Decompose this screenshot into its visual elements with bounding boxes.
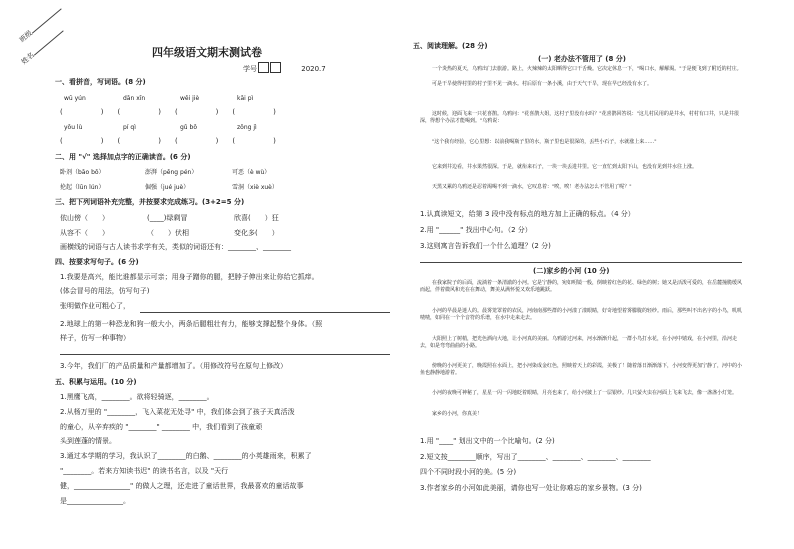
question: 张明做作业可粗心了， [60, 302, 130, 310]
fill-word[interactable]: 依山傍（ ） [60, 214, 109, 222]
passage-paragraph: "这个我有经验，它心里想：以前我喝瓶子里的水，瓶子里也是很深的，丢些小石子，水就涨上来……" [432, 139, 657, 145]
question: 的童心，从辛弃疾的 "________" ________ 中，我们看到了孩童顽 [60, 423, 263, 431]
section-6-heading: 五、阅读理解。(28 分) [413, 42, 488, 50]
answer-blanks[interactable]: ( ) ( ) ( ) ( ) [60, 108, 276, 116]
question: 1.用 "____" 划出文中的一个比喻句。(2 分) [420, 437, 555, 445]
question: 2.用 "______" 找出中心句。（2 分） [420, 226, 532, 234]
fill-word[interactable]: 欣喜( ）狂 [234, 214, 279, 222]
fill-word[interactable]: （ ）伏相 [147, 229, 189, 237]
passage-2-title: (二)家乡的小河 (10 分) [533, 267, 610, 275]
choice[interactable]: 可恶（è wù） [232, 169, 271, 176]
section-5-heading: 五、积累与运用。(10 分) [55, 378, 137, 386]
question: 1.认真读短文，给第 3 段中没有标点的地方加上正确的标点。（4 分） [420, 210, 635, 218]
passage-paragraph: 在我家院子的后面，流淌着一条清澈的小河。它是宁静的，宛如明镜一般，倒映着红色的花、绿色的树；她又是活泼可爱的，在岳麓撞脆缓风而起，伴着微风和光在在舞动，舞美从满怀悦又欢乐地跳跃。 [420, 280, 743, 293]
pinyin: wěi jiè [180, 95, 200, 102]
student-id: 学号 2020.7 [243, 62, 326, 74]
passage-paragraph: 家乡的小河，你真美！ [432, 411, 483, 417]
question: 四个不同时段小河的美。(5 分) [420, 468, 517, 476]
question: 3.作者家乡的小河如此美丽，请你也写一处让你难忘的家乡景物。(3 分) [420, 484, 642, 492]
passage-paragraph: 大阳照上了树梢，把光色洒向大地，让小河真的美丽。乌鸦游过河来，河水渐渐升起，一群小鸟打水花，在小河中嬉戏，在小河里，沿河走去，如是弯弯曲曲的小路。 [420, 336, 738, 349]
question: (体会冒号的用法，仿写句子) [60, 287, 150, 295]
choice[interactable]: 澎湃（pēng pén） [145, 169, 198, 176]
question: 3.通过本学期的学习，我认识了________的白鹅、________的小英雄雨来，积累了 [60, 452, 312, 460]
choice[interactable]: 卧剂（bāo bō） [60, 169, 105, 176]
pinyin: wū yún [64, 95, 86, 102]
passage-1-title: (一) 老办法不管用了 (8 分) [538, 55, 626, 63]
pinyin: kāi pì [237, 95, 254, 102]
fill-word[interactable]: 变化多( ） [234, 229, 279, 237]
passage-paragraph: 可是干旱使得村里的村子里不见一滴水。村后原有一条小溪，由于天气干旱，现在早已经没有水了。 [432, 81, 653, 87]
question: 1.黑鹰飞高，________。欲将轻骑逐，________。 [60, 393, 214, 401]
choice[interactable]: 抡起（lūn lún） [60, 184, 105, 191]
choice[interactable]: 雪洞（xiè xuè） [232, 184, 278, 191]
section-2-heading: 二、用 "√" 选择加点字的正确读音。(6 分) [55, 153, 191, 161]
question: 2.地球上的第一种恐龙和狗一般大小，两条后腿粗壮有力，能够支撑起整个身体。（照 [60, 320, 323, 328]
section-1-heading: 一、看拼音，写词语。(8 分) [55, 78, 146, 86]
section-4-heading: 四、按要求写句子。(6 分) [55, 258, 139, 266]
page-title: 四年级语文期末测试卷 [152, 46, 262, 59]
pinyin: pí qì [123, 124, 136, 131]
question: 健，________________" 的做人之理，还走进了童话世界，我最喜欢的童话故事 [60, 482, 304, 490]
question: 1.我要是高兴，能比谁都显示可亲；用身子蹭你的腿，把脖子伸出来让你给它抓痒。 [60, 273, 319, 281]
answer-line[interactable] [60, 354, 390, 355]
fill-word[interactable]: (____)绿剩冒 [147, 214, 188, 222]
section-3-heading: 三、把下列词语补充完整，并按要求完成练习。(3+2=5 分) [55, 198, 245, 206]
question: 3.今年，我们厂的产品质量和产量都增加了。（用修改符号在原句上修改） [60, 362, 288, 370]
class-label: 班级 [18, 5, 64, 45]
question: 是________________。 [60, 497, 130, 505]
passage-paragraph: 这时候，迎面飞来一只花喜鹊。乌鸦问："花喜鹊大姐，这村子里没有水吗？"花喜鹊回答说："这儿村民用的是井水，村村有口井，只是井很深，得想个办法才能喝到。"乌鸦说： [420, 111, 739, 124]
question: 样子，仿写一种事物） [60, 334, 130, 342]
question: 头到莲蓬的情景。 [60, 437, 116, 445]
answer-line[interactable] [140, 312, 390, 313]
question: 2.从杨万里的 "________，飞入菜花无处寻" 中，我们体会到了孩子天真活泼 [60, 408, 295, 416]
passage-paragraph: 它来到井边看，井水果然很深。于是，就衔来石子，一块一块丢进井里。它一直忙到太阳下山，也没有见到井水往上涨。 [432, 164, 698, 170]
question: 3.这则寓言告诉我们一个什么道理？(2 分) [420, 242, 551, 250]
name-label: 姓名 [20, 27, 66, 67]
passage-paragraph: 一个炎热的夏天，乌鸦出门去旅游。路上，火辣辣的太阳晒得它口干舌燥。它决定休息一下，"喝口水，解解渴。"于是便飞到了附近的村庄。 [432, 66, 742, 72]
pinyin: gǔ bō [180, 124, 197, 131]
passage-paragraph: 小河的早晨是迷人的。晨雾笼罩着的农民，河南南那些群的小河漾了漾眼睛，好奇地望着雾朦胧的轻纱。雨后，那些叫不出名字的小鸟，叽叽喳喳，如同在一个个音符的乐谱，在水中走来走去。 [420, 308, 743, 321]
passage-paragraph: 小河的夜晚可神秘了，星星一闪一闪地眨着眼睛，月亮也来了，给小河披上了一层银纱。几只萤火虫在河面上飞来飞去，像一盏盏小灯笼。 [432, 390, 738, 396]
fill-word[interactable]: 从容不（ ） [60, 229, 109, 237]
pinyin: yōu lù [64, 124, 83, 131]
choice[interactable]: 倔强（jué juè） [145, 184, 190, 191]
answer-blanks[interactable]: ( ) ( ) ( ) ( ) [60, 137, 276, 145]
pinyin: dān xīn [123, 95, 146, 102]
question: 2.短文按________顺序，写出了________、________、________、________ [420, 453, 651, 461]
passage-paragraph: 天黑又累的乌鸦还是忍着渴喝不到一滴水，它叹息着："唉，唉！老办法怎么不管用了呢？" [432, 184, 632, 190]
pinyin: zōng jì [237, 124, 257, 131]
answer-line[interactable] [420, 262, 742, 263]
question: 画横线的词语与古人读书求学有关，类似的词语还有：________、________ [60, 243, 291, 251]
question: "________。若来方知读书迟" 的读书名言，以及 "天行 [60, 467, 229, 475]
passage-paragraph: 傍晚的小河更美了，晚霞照在水面上，把小河染成金红色，照映着天上的彩霞，美极了！随着落日渐渐落下，小河变得更加宁静了，河中的小鱼也静静地游着。 [420, 363, 743, 376]
